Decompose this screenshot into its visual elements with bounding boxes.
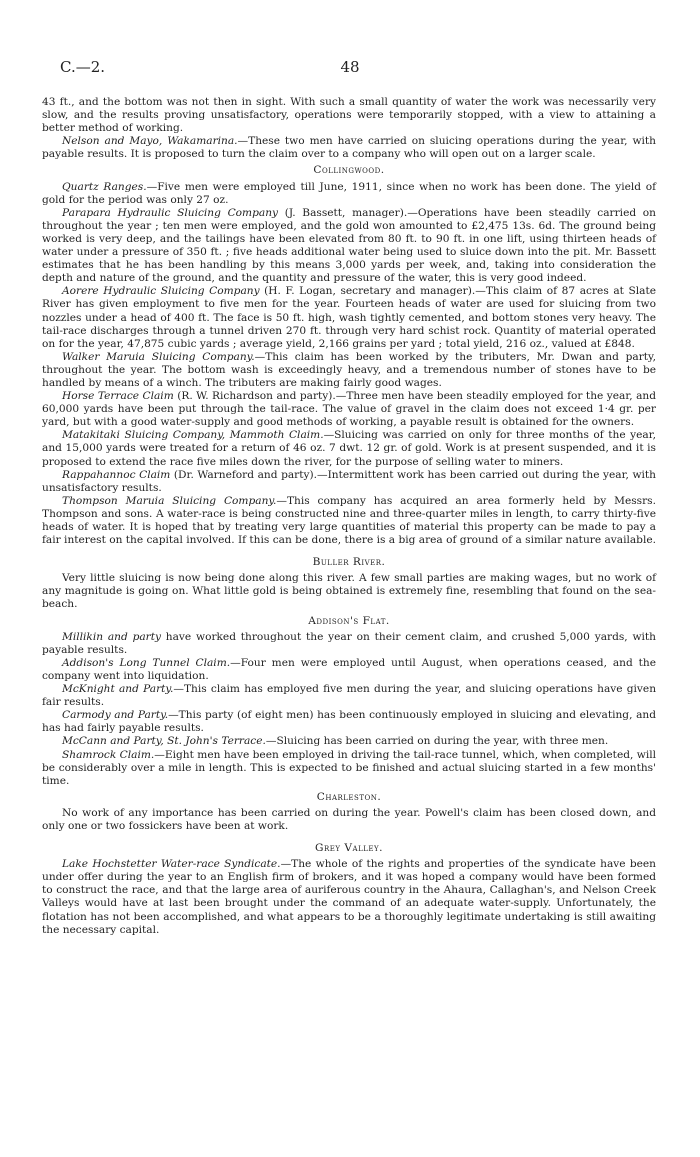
paragraph-title: Lake Hochstetter Water-race Syndicate. [62, 858, 281, 871]
paragraph-title: Horse Terrace Claim [62, 390, 174, 403]
paragraph-title: Carmody and Party. [62, 709, 169, 722]
paragraph-text: Very little sluicing is now being done along this river. A few small parties are making wages, but no work of any magnitude is going on. What little gold is being obtained is extremely fine, resembling that found on the sea-beach. [42, 572, 656, 611]
paragraph-title: Rappahannoc Claim [62, 468, 171, 481]
paragraph [42, 351, 656, 390]
paragraph-title: Matakitaki Sluicing Company, Mammoth Claim. [62, 429, 324, 442]
paragraph-title: Addison's Long Tunnel Claim. [62, 656, 231, 669]
paragraph [42, 96, 656, 135]
paragraph-text: have worked throughout the year on their cement claim, and crushed 5,000 yards, with payable results. [42, 630, 657, 656]
paragraph-title: Aorere Hydraulic Sluicing Company [62, 285, 260, 298]
paragraph-title: McKnight and Party. [62, 683, 174, 696]
paragraph-title: Millikin and party [62, 630, 161, 643]
paragraph-title: Quartz Ranges. [62, 180, 147, 193]
paragraph [42, 429, 656, 468]
paragraph-text: —Five men were employed till June, 1911, since when no work has been done. The yield of gold for the period was only 27 oz. [42, 180, 656, 206]
paragraph [42, 135, 656, 161]
section-heading: Addison's Flat. [308, 614, 390, 627]
page-number: 48 [340, 58, 360, 76]
paragraph-text: —The whole of the rights and properties of the syndicate have been under offer during the year to an English firm of brokers, and it was hoped a company would have been formed to construct the race, and that the large area of auriferous country in the Ahaura, Callaghan's, and Nelson Creek Valleys would have at last been brought under the command of an adequate water-supply. Unfortunately, the flotation has not been accomplished, and what appears to be a thoroughly legitimate undertaking is still awaiting the necessary capital. [42, 858, 656, 936]
paragraph [42, 683, 656, 709]
paragraph-text: (J. Bassett, manager).—Operations have been steadily carried on throughout the year ; ten men were employed, and the gold won amounted to £2,475 13s. 6d. The ground being worked is very deep, and the tailings have been elevated from 80 ft. to 90 ft. in one lift, using thirteen heads of water under a pressure of 350 ft. ; five heads additional water being used to sluice down into the pit. Mr. Bassett estimates that he has been handling by this means 3,000 yards per week, and, taking into consideration the depth and nature of the ground, and the quantity and pressure of the water, this is very good indeed. [42, 206, 656, 285]
paragraph-text: —Sluicing was carried on only for three months of the year, and 15,000 yards were treated for a return of 46 oz. 7 dwt. 12 gr. of gold. Work is at present suspended, and it is proposed to extend the race five miles down the river, for the purpose of selling water to miners. [42, 429, 656, 468]
paragraph [42, 469, 656, 495]
paragraph-text: (H. F. Logan, secretary and manager).—This claim of 87 acres at Slate River has given employment to five men for the year. Fourteen heads of water are used for sluicing from two nozzles under a head of 400 ft. The face is 50 ft. high, wash tightly cemented, and bottom stones very heavy. The tail-race discharges through a tunnel driven 270 ft. through very hard schist rock. Quantity of material operated on for the year, 47,875 cubic yards ; average yield, 2,166 grains per yard ; total yield, 216 oz., valued at £848. [42, 285, 656, 350]
paragraph-text: (Dr. Warneford and party).—Intermittent work has been carried out during the year, with unsatisfactory results. [42, 468, 657, 494]
paragraph-title: Thompson Maruia Sluicing Company. [62, 494, 277, 507]
paragraph [42, 285, 656, 350]
paragraph-text: —Sluicing has been carried on during the year, with three men. [265, 735, 609, 748]
paragraph-text: —This claim has been worked by the tributers, Mr. Dwan and party, throughout the year. The bottom wash is exceedingly heavy, and a tremendous number of stones have to be handled by means of a winch. The tributers are making fairly good wages. [42, 350, 656, 389]
paragraph-text: —These two men have carried on sluicing operations during the year, with payable results. It is proposed to turn the claim over to a company who will open out on a larger scale. [42, 135, 656, 161]
paragraph-title: McCann and Party, St. John's Terrace. [62, 735, 266, 748]
paragraph-text: (R. W. Richardson and party).—Three men have been steadily employed for the year, and 60,000 yards have been put through the tail-race. The value of gravel in the claim does not exceed 1·4 gr. per yard, but with a good water-supply and good methods of working, a payable result is obtained for the owners. [42, 390, 656, 429]
paragraph-title: Walker Maruia Sluicing Company. [62, 350, 255, 363]
paragraph [42, 390, 656, 429]
page-header [60, 58, 640, 80]
document-body [42, 96, 656, 937]
paragraph-text: —Eight men have been employed in driving the tail-race tunnel, which, when completed, will be considerably over a mile in length. This is expected to be finished and actual sluicing started in a few months' time. [42, 748, 657, 787]
section-heading: Buller River. [312, 556, 386, 569]
paragraph [42, 207, 656, 286]
paragraph [42, 735, 656, 748]
paragraph [42, 631, 656, 657]
paragraph-text: —This company has acquired an area formerly held by Messrs. Thompson and sons. A water-race is being constructed nine and three-quarter miles in length, to carry thirty-five heads of water. It is hoped that by treating very large quantities of material this property can be made to pay a fair interest on the capital involved. If this can be done, there is a big area of ground of a similar nature available. [42, 494, 656, 547]
document-reference: C.—2. [60, 58, 106, 76]
paragraph [42, 709, 656, 735]
paragraph-text: —This party (of eight men) has been continuously employed in sluicing and elevating, and has had fairly payable results. [42, 709, 656, 735]
section-heading: Collingwood. [313, 164, 385, 177]
paragraph [42, 572, 656, 611]
section-heading: Grey Valley. [315, 842, 383, 855]
paragraph [42, 858, 656, 937]
paragraph-title: Shamrock Claim. [62, 748, 155, 761]
paragraph-text: No work of any importance has been carried on during the year. Powell's claim has been closed down, and only one or two fossickers have been at work. [42, 806, 656, 832]
paragraph [42, 495, 656, 547]
paragraph [42, 807, 656, 833]
paragraph-text: 43 ft., and the bottom was not then in sight. With such a small quantity of water the work was necessarily very slow, and the results proving unsatisfactory, operations were temporarily stopped, with a view to attaining a better method of working. [42, 96, 656, 135]
paragraph-text: —This claim has employed five men during the year, and sluicing operations have given fair results. [42, 683, 657, 709]
paragraph-title: Nelson and Mayo, Wakamarina. [62, 135, 238, 148]
paragraph-title: Parapara Hydraulic Sluicing Company [62, 206, 279, 219]
section-heading: Charleston. [316, 790, 382, 803]
paragraph-text: —Four men were employed until August, when operations ceased, and the company went into liquidation. [42, 656, 657, 682]
paragraph [42, 749, 656, 788]
paragraph [42, 181, 656, 207]
paragraph [42, 657, 656, 683]
